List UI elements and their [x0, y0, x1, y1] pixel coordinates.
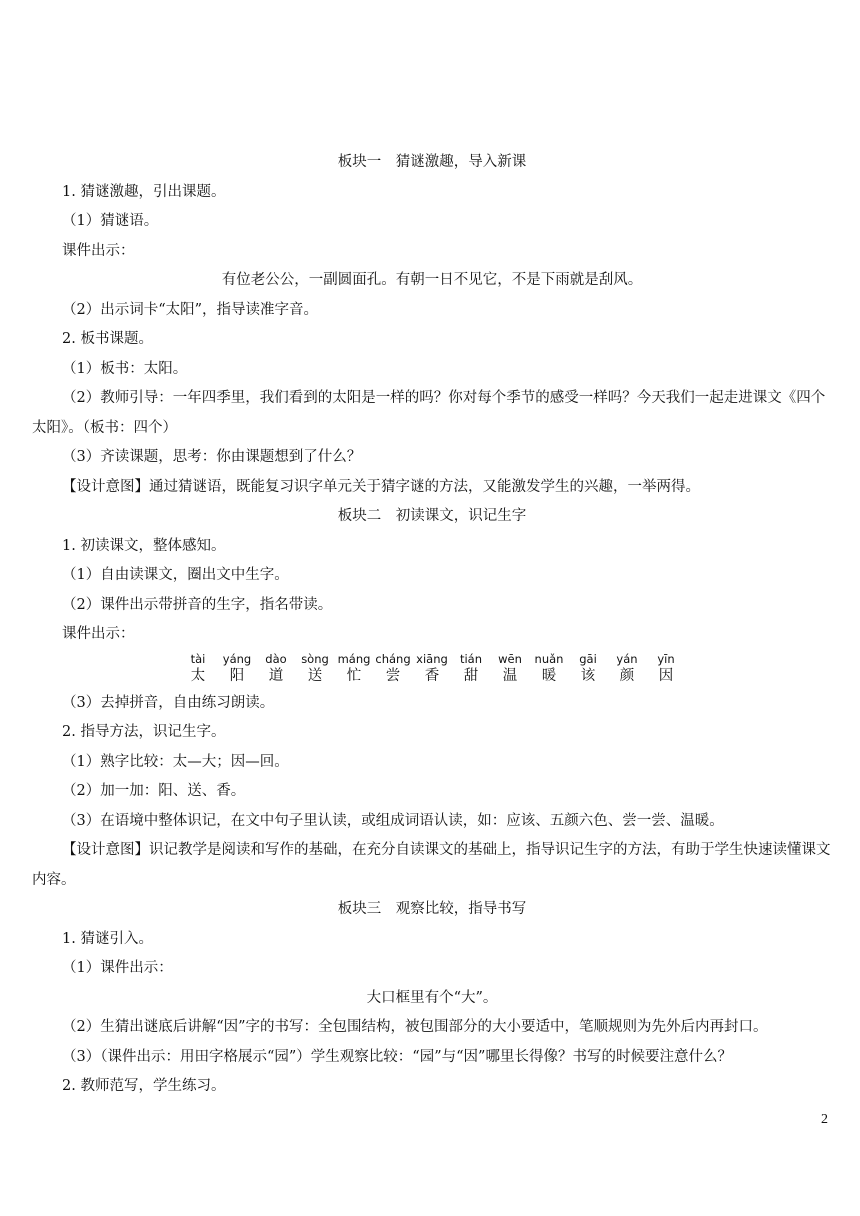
paragraph: 课件出示：	[62, 242, 135, 259]
pinyin: cháng	[375, 651, 411, 666]
paragraph: （2）生猜出谜底后讲解“因”字的书写：全包围结构，被包围部分的大小要适中，笔顺规则为先外后内再封口。	[62, 1019, 768, 1035]
hanzi: 暖	[541, 667, 557, 684]
paragraph: （3）（课件出示：用田字格展示“园”）学生观察比较：“园”与“因”哪里长得像？书写的时候要注意什么？	[62, 1048, 732, 1065]
pinyin-char	[374, 652, 413, 685]
riddle-text: 有位老公公，一副圆面孔。有朝一日不见它，不是下雨就是刮风。	[221, 272, 643, 288]
pinyin-char	[257, 652, 296, 685]
pinyin: máng	[337, 651, 371, 666]
paragraph: （3）去掉拼音，自由练习朗读。	[62, 694, 275, 711]
hanzi: 温	[502, 667, 518, 684]
paragraph: （1）课件出示：	[62, 960, 173, 976]
paragraph: 2. 板书课题。	[62, 331, 153, 347]
hanzi: 该	[580, 667, 596, 684]
hanzi: 甜	[463, 667, 479, 684]
section-title-1: 板块一 猜谜激趣，导入新课	[337, 154, 527, 170]
pinyin-char	[413, 652, 452, 685]
design-intent: 【设计意图】通过猜谜语，既能复习识字单元关于猜字谜的方法，又能激发学生的兴趣，一举两得。	[62, 478, 700, 495]
pinyin: tián	[459, 651, 483, 666]
pinyin: nuǎn	[534, 651, 564, 666]
paragraph: 1. 猜谜引入。	[62, 930, 153, 947]
paragraph: （1）自由读课文，圈出文中生字。	[62, 567, 289, 583]
riddle-text: 大口框里有个“大”。	[366, 989, 498, 1006]
paragraph: （2）出示词卡“太阳”，指导读准字音。	[62, 301, 319, 318]
pinyin-char	[296, 652, 335, 685]
page-number: 2	[821, 1112, 828, 1127]
pinyin: xiāng	[416, 651, 448, 666]
hanzi: 太	[190, 667, 206, 684]
pinyin-char	[452, 652, 491, 685]
pinyin-char	[491, 652, 530, 685]
paragraph: 2. 教师范写，学生练习。	[62, 1078, 226, 1094]
pinyin-char	[569, 652, 608, 685]
hanzi: 香	[424, 667, 440, 684]
pinyin-char	[647, 652, 686, 685]
pinyin-char	[179, 652, 218, 685]
hanzi: 颜	[619, 667, 635, 684]
paragraph: （2）加一加：阳、送、香。	[62, 783, 246, 799]
hanzi: 因	[658, 667, 674, 684]
pinyin-char	[530, 652, 569, 685]
hanzi: 送	[307, 667, 323, 684]
document-body	[32, 148, 832, 1102]
design-intent: 【设计意图】识记教学是阅读和写作的基础，在充分自读课文的基础上，指导识记生字的方法，有助于学生快速读懂课文内容。	[32, 842, 831, 888]
pinyin-char	[218, 652, 257, 685]
paragraph: 课件出示：	[62, 626, 135, 642]
pinyin: yáng	[222, 651, 252, 666]
paragraph: 2. 指导方法，识记生字。	[62, 724, 226, 740]
hanzi: 忙	[346, 667, 362, 684]
section-title-3: 板块三 观察比较，指导书写	[337, 901, 527, 917]
paragraph: （3）在语境中整体识记，在文中句子里认读，或组成词语认读，如：应该、五颜六色、尝一尝、温暖。	[62, 812, 724, 829]
pinyin: gāi	[579, 651, 597, 666]
pinyin: wēn	[498, 651, 522, 666]
pinyin-char	[608, 652, 647, 685]
paragraph: （3）齐读课题，思考：你由课题想到了什么？	[62, 449, 362, 465]
paragraph: 1. 猜谜激趣，引出课题。	[62, 183, 226, 200]
pinyin-table	[32, 652, 832, 685]
pinyin: tài	[190, 651, 206, 666]
paragraph: （2）教师引导：一年四季里，我们看到的太阳是一样的吗？你对每个季节的感受一样吗？今天我们一起走进课文《四个太阳》。（板书：四个）	[32, 390, 826, 436]
hanzi: 尝	[385, 667, 401, 684]
paragraph: （1）猜谜语。	[62, 213, 159, 229]
pinyin: yīn	[657, 651, 675, 666]
pinyin: sòng	[301, 651, 329, 666]
paragraph: （1）板书：太阳。	[62, 360, 188, 377]
hanzi: 阳	[229, 667, 245, 684]
pinyin: yán	[616, 651, 638, 666]
paragraph: （2）课件出示带拼音的生字，指名带读。	[62, 596, 333, 613]
pinyin-char	[335, 652, 374, 685]
hanzi: 道	[268, 667, 284, 684]
paragraph: 1. 初读课文，整体感知。	[62, 537, 226, 554]
section-title-2: 板块二 初读课文，识记生字	[337, 508, 527, 524]
paragraph: （1）熟字比较：太—大；因—回。	[62, 753, 289, 770]
pinyin: dào	[265, 651, 287, 666]
